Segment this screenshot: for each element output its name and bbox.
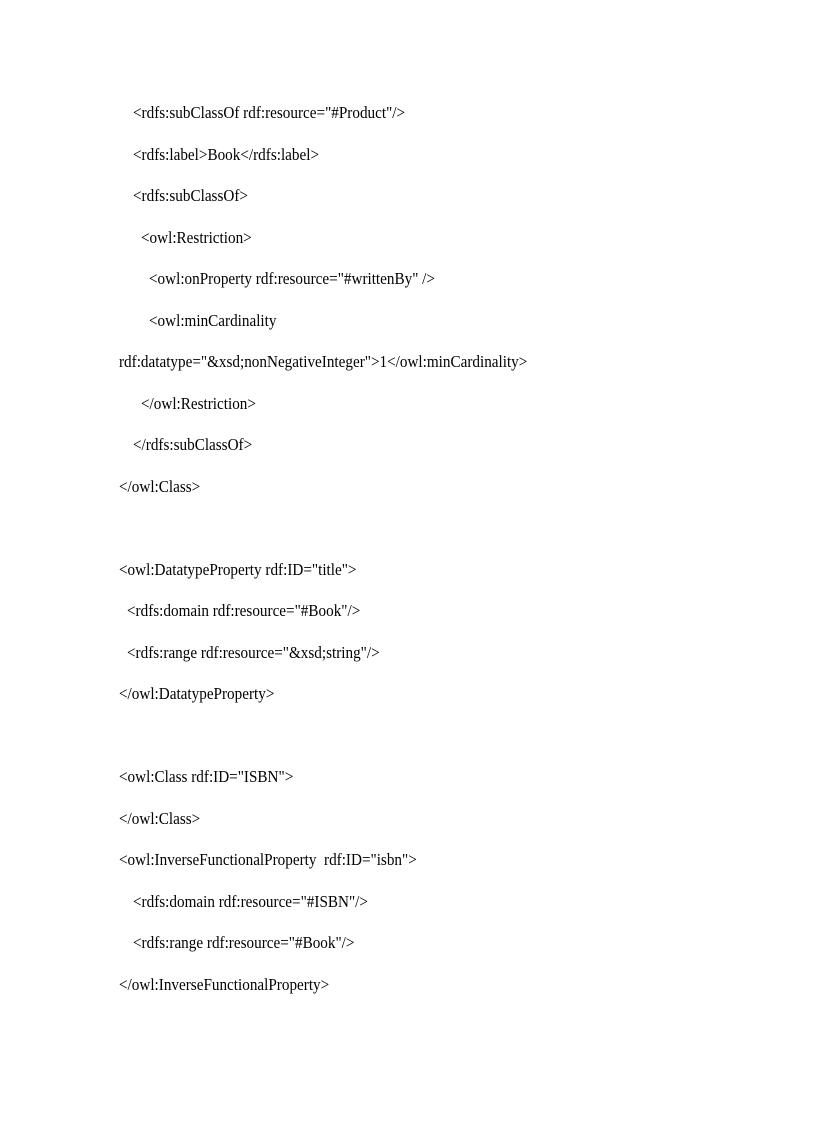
code-line-20: </owl:InverseFunctionalProperty> — [119, 975, 330, 994]
code-line-14: </owl:DatatypeProperty> — [119, 684, 275, 703]
code-line-13: <rdfs:range rdf:resource="&xsd;string"/> — [127, 643, 380, 662]
code-line-16: </owl:Class> — [119, 809, 201, 828]
code-line-10: </owl:Class> — [119, 477, 201, 496]
code-line-9: </rdfs:subClassOf> — [133, 435, 253, 454]
code-line-7: rdf:datatype="&xsd;nonNegativeInteger">1</owl:minCardinality> — [119, 352, 528, 371]
code-line-8: </owl:Restriction> — [141, 394, 256, 413]
code-line-6: <owl:minCardinality — [149, 311, 277, 330]
code-line-15: <owl:Class rdf:ID="ISBN"> — [119, 767, 294, 786]
code-line-12: <rdfs:domain rdf:resource="#Book"/> — [127, 601, 361, 620]
code-line-17: <owl:InverseFunctionalProperty rdf:ID="isbn"> — [119, 850, 417, 869]
code-line-11: <owl:DatatypeProperty rdf:ID="title"> — [119, 560, 357, 579]
code-line-19: <rdfs:range rdf:resource="#Book"/> — [133, 933, 355, 952]
code-line-18: <rdfs:domain rdf:resource="#ISBN"/> — [133, 892, 368, 911]
code-line-5: <owl:onProperty rdf:resource="#writtenBy" /> — [149, 269, 435, 288]
code-line-2: <rdfs:label>Book</rdfs:label> — [133, 145, 320, 164]
code-line-1: <rdfs:subClassOf rdf:resource="#Product"/> — [133, 103, 406, 122]
code-line-3: <rdfs:subClassOf> — [133, 186, 248, 205]
code-line-4: <owl:Restriction> — [141, 228, 252, 247]
